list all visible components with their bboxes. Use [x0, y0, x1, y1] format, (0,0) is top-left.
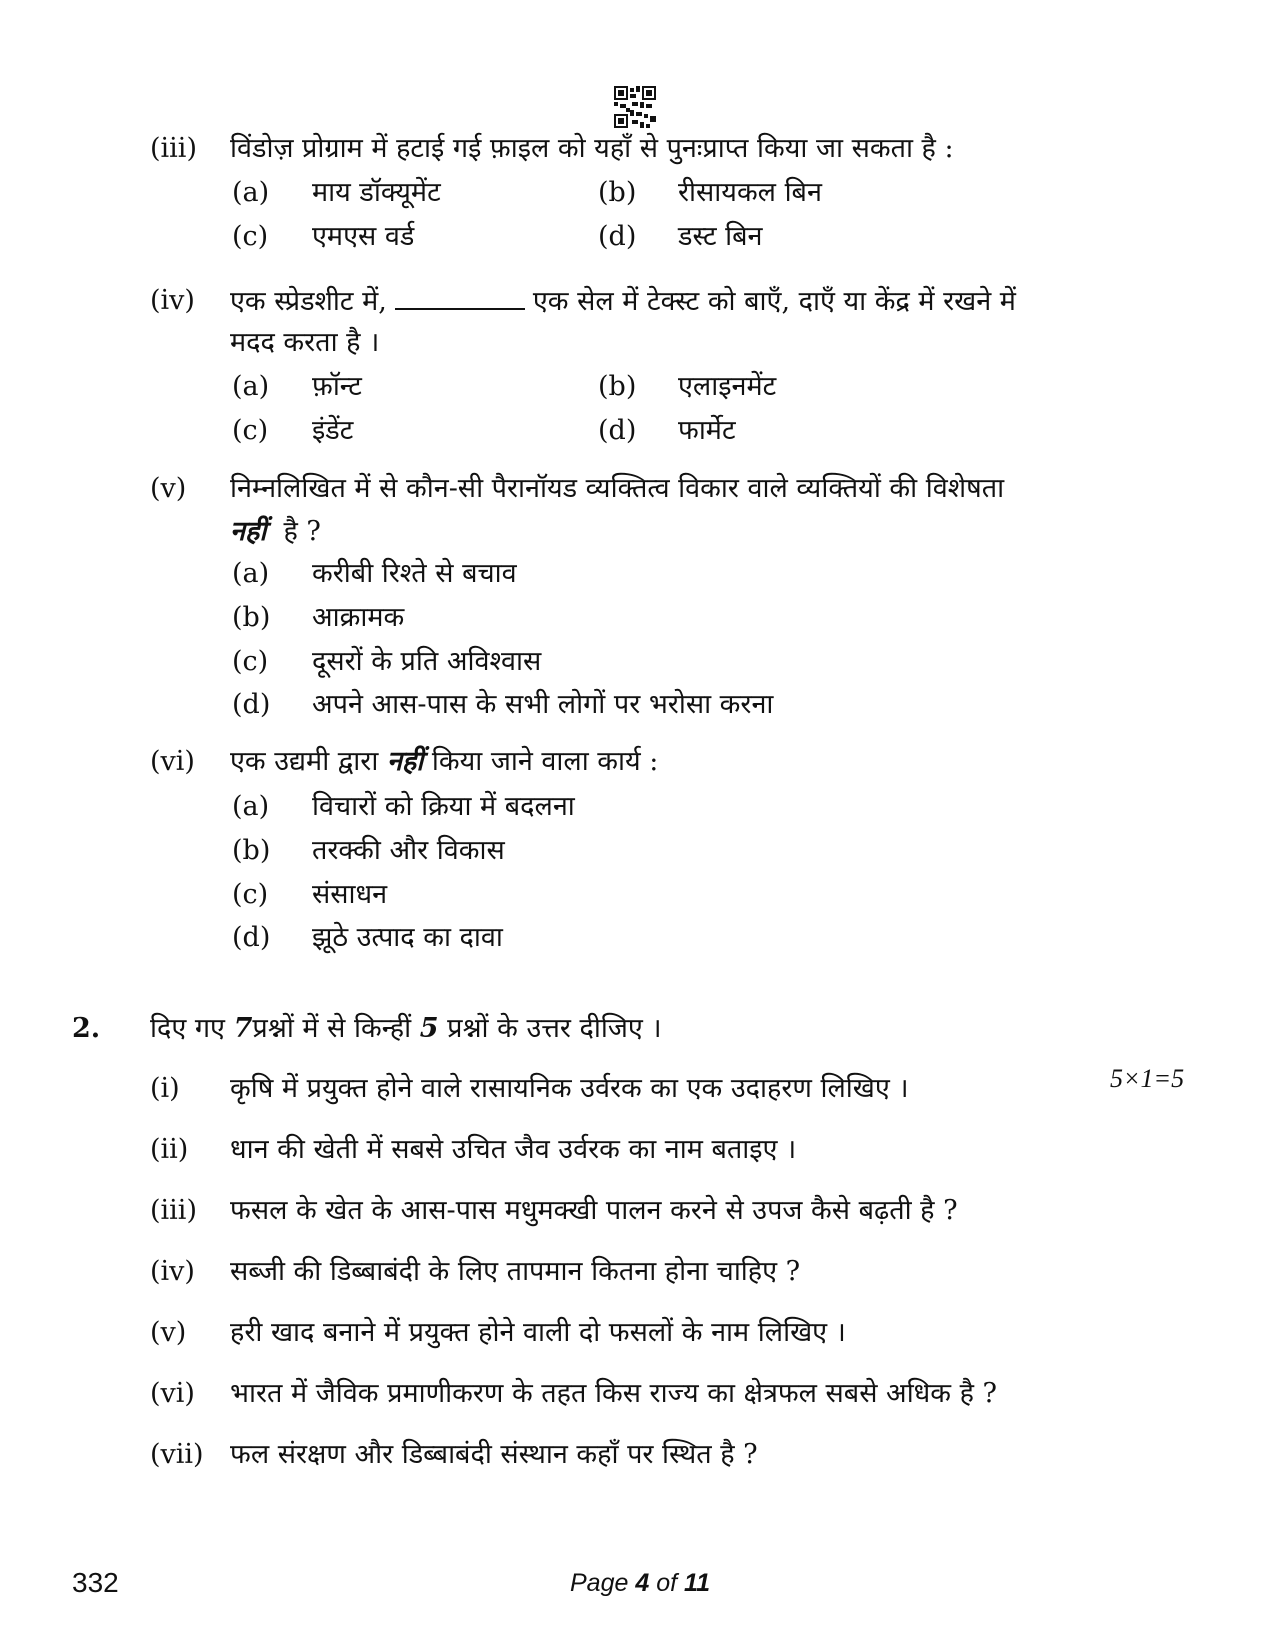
question-number: (vi)	[150, 746, 195, 777]
page-number	[570, 1569, 710, 1598]
emphasis-text: नहीं	[386, 746, 424, 777]
option-text: एमएस वर्ड	[312, 221, 415, 252]
item-number: (i)	[150, 1073, 180, 1104]
item-number: (iv)	[150, 1256, 195, 1287]
question-number: (v)	[150, 473, 187, 504]
question-text: दिए गए	[150, 1013, 225, 1044]
item-text: भारत में जैविक प्रमाणीकरण के तहत किस राज्य का क्षेत्रफल सबसे अधिक है ?	[230, 1378, 998, 1409]
item-number: (vii)	[150, 1439, 204, 1470]
option-text: डस्ट बिन	[678, 221, 763, 252]
item-number: (vi)	[150, 1378, 195, 1409]
option-label: (b)	[232, 835, 271, 866]
item-number: (v)	[150, 1317, 187, 1348]
option-label: (d)	[232, 922, 271, 953]
option-label: (c)	[232, 415, 269, 446]
question-text: है ?	[283, 516, 321, 547]
item-text: हरी खाद बनाने में प्रयुक्त होने वाली दो फसलों के नाम लिखिए ।	[230, 1317, 846, 1348]
item-text: धान की खेती में सबसे उचित जैव उर्वरक का नाम बताइए ।	[230, 1134, 797, 1165]
question-text: प्रश्नों में से किन्हीं	[252, 1013, 412, 1044]
option-text: फार्मेट	[678, 415, 736, 446]
fill-in-blank	[395, 284, 525, 310]
page-of: of	[656, 1569, 678, 1597]
option-label: (d)	[598, 221, 637, 252]
question-text-line: मदद करता है ।	[230, 327, 380, 358]
question-number: (iii)	[150, 133, 197, 164]
option-text: संसाधन	[312, 879, 388, 910]
paper-code: 332	[72, 1567, 119, 1598]
option-text: करीबी रिश्ते से बचाव	[312, 558, 517, 589]
option-label: (c)	[232, 221, 269, 252]
question-number: (iv)	[150, 285, 195, 316]
option-text: इंडेंट	[312, 415, 354, 446]
option-label: (a)	[232, 791, 270, 822]
marks-allocation: 5×1=5	[1110, 1064, 1185, 1093]
page-total: 11	[684, 1569, 710, 1597]
item-text: फसल के खेत के आस-पास मधुमक्खी पालन करने से उपज कैसे बढ़ती है ?	[230, 1195, 958, 1226]
count-number: 5	[419, 1013, 439, 1044]
item-text: कृषि में प्रयुक्त होने वाले रासायनिक उर्वरक का एक उदाहरण लिखिए ।	[230, 1073, 909, 1104]
option-label: (b)	[598, 371, 637, 402]
option-label: (c)	[232, 646, 269, 677]
option-text: तरक्की और विकास	[312, 835, 505, 866]
question-text: विंडोज़ प्रोग्राम में हटाई गई फ़ाइल को यहाँ से पुनःप्राप्त किया जा सकता है :	[230, 133, 954, 164]
question-text: प्रश्नों के उत्तर दीजिए ।	[447, 1013, 662, 1044]
option-text: विचारों को क्रिया में बदलना	[312, 791, 575, 822]
option-label: (b)	[232, 602, 271, 633]
option-text: अपने आस-पास के सभी लोगों पर भरोसा करना	[312, 689, 774, 720]
count-number: 7	[233, 1013, 253, 1044]
question-text: निम्नलिखित में से कौन-सी पैरानॉयड व्यक्तित्व विकार वाले व्यक्तियों की विशेषता	[230, 473, 1005, 504]
item-text: सब्जी की डिब्बाबंदी के लिए तापमान कितना होना चाहिए ?	[230, 1256, 801, 1287]
question-text: एक सेल में टेक्स्ट को बाएँ, दाएँ या केंद्र में रखने में	[532, 286, 1016, 317]
option-label: (a)	[232, 177, 270, 208]
option-text: दूसरों के प्रति अविश्वास	[312, 646, 542, 677]
option-text: रीसायकल बिन	[678, 177, 822, 208]
question-text: एक स्प्रेडशीट में,	[230, 286, 387, 317]
option-label: (a)	[232, 558, 270, 589]
page-prefix: Page	[570, 1569, 629, 1597]
option-label: (d)	[598, 415, 637, 446]
option-label: (d)	[232, 689, 271, 720]
option-text: माय डॉक्यूमेंट	[312, 177, 441, 208]
option-label: (a)	[232, 371, 270, 402]
page-current: 4	[635, 1569, 650, 1597]
option-label: (b)	[598, 177, 637, 208]
option-text: झूठे उत्पाद का दावा	[312, 922, 503, 953]
question-text: किया जाने वाला कार्य :	[431, 746, 659, 777]
qr-code-icon	[614, 86, 656, 128]
question-text-line	[230, 515, 321, 549]
option-text: फ़ॉन्ट	[312, 371, 362, 402]
item-number: (iii)	[150, 1195, 197, 1226]
item-number: (ii)	[150, 1134, 189, 1165]
option-label: (c)	[232, 879, 269, 910]
option-text: आक्रामक	[312, 602, 405, 633]
emphasis-text: नहीं	[230, 516, 267, 547]
question-number: 2.	[72, 1013, 101, 1044]
question-text: एक उद्यमी द्वारा	[230, 746, 379, 777]
item-text: फल संरक्षण और डिब्बाबंदी संस्थान कहाँ पर स्थित है ?	[230, 1439, 758, 1470]
option-text: एलाइनमेंट	[678, 371, 777, 402]
